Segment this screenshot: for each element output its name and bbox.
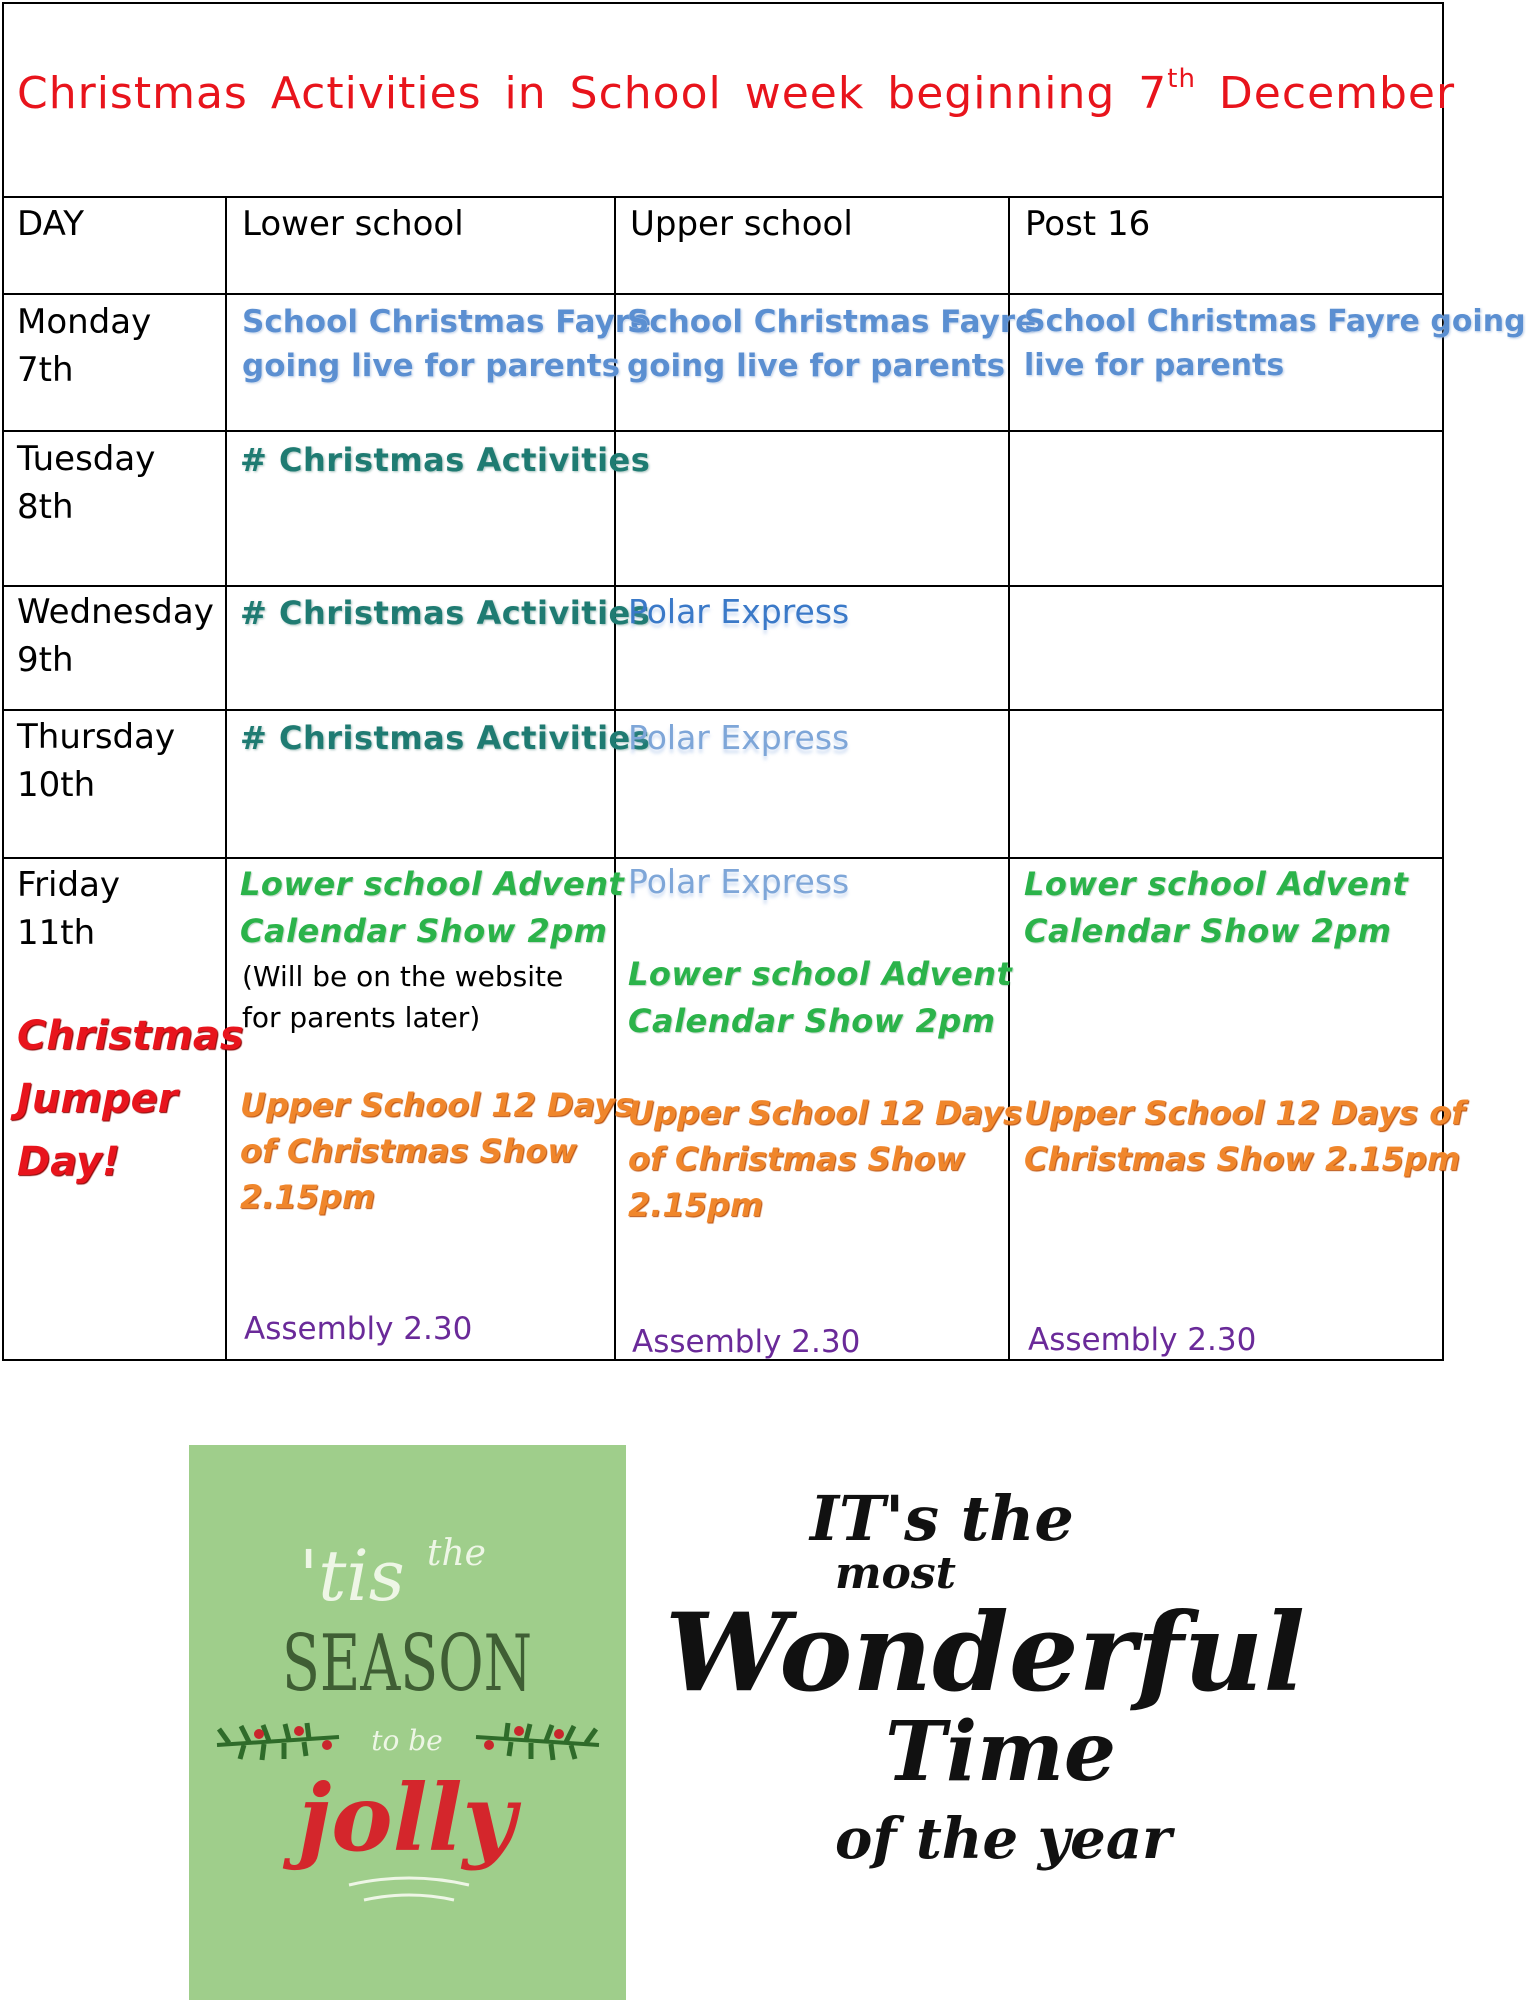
grid-line-header-top xyxy=(2,196,1444,198)
lettering-most: most xyxy=(835,1548,956,1599)
christmas-jumper-day: Christmas Jumper Day! xyxy=(17,1013,244,1185)
monday-lower-fayre: School Christmas Fayre going live for parents xyxy=(242,304,652,384)
day-monday: Monday 7th xyxy=(17,302,152,390)
lettering-time: Time xyxy=(885,1704,1117,1800)
grid-line-header-bottom xyxy=(2,293,1444,295)
flourish-icon xyxy=(349,1878,469,1900)
grid-line-wednesday xyxy=(2,709,1444,711)
card-text-season: SEASON xyxy=(282,1619,532,1709)
header-post-16: Post 16 xyxy=(1025,204,1151,244)
header-lower-school: Lower school xyxy=(242,204,464,244)
lettering-wonderful: Wonderful xyxy=(665,1590,1305,1716)
wednesday-upper-polar-express: Polar Express xyxy=(628,592,850,631)
friday-lower-website-note: (Will be on the website for parents later) xyxy=(242,960,564,1034)
friday-lower-advent-show: Lower school Advent Calendar Show 2pm xyxy=(240,865,625,950)
season-card-art xyxy=(189,1445,626,2000)
tis-the-season-card xyxy=(189,1445,626,2000)
holly-branch-left-icon xyxy=(217,1723,339,1760)
header-upper-school: Upper school xyxy=(630,204,853,244)
holly-branch-right-icon xyxy=(476,1723,599,1760)
card-text-the: the xyxy=(427,1533,486,1574)
friday-post16-12-days-show: Upper School 12 Days of Christmas Show 2.15pm xyxy=(1024,1094,1466,1178)
page-title: Christmas Activities in School week beginning 7th December xyxy=(17,64,1456,119)
monday-post16-fayre: School Christmas Fayre going live for parents xyxy=(1024,304,1526,383)
wonderful-time-lettering xyxy=(660,1470,1320,1890)
card-text-jolly: jolly xyxy=(297,1764,517,1872)
card-text-to-be: to be xyxy=(371,1724,443,1757)
monday-upper-fayre: School Christmas Fayre going live for parents xyxy=(627,304,1037,384)
header-day: DAY xyxy=(17,204,84,244)
wednesday-lower-activities: # Christmas Activities xyxy=(240,594,651,632)
friday-upper-advent-show: Lower school Advent Calendar Show 2pm xyxy=(628,955,1013,1040)
friday-upper-12-days-show: Upper School 12 Days of Christmas Show 2.15pm xyxy=(628,1094,1023,1224)
tuesday-lower-activities: # Christmas Activities xyxy=(240,441,651,479)
friday-post16-assembly: Assembly 2.30 xyxy=(1028,1322,1257,1358)
thursday-lower-activities: # Christmas Activities xyxy=(240,719,651,757)
day-friday: Friday 11th xyxy=(17,865,121,953)
friday-upper-assembly: Assembly 2.30 xyxy=(632,1324,861,1360)
friday-lower-assembly: Assembly 2.30 xyxy=(244,1311,473,1347)
friday-upper-polar-express: Polar Express xyxy=(628,862,850,901)
friday-lower-12-days-show: Upper School 12 Days of Christmas Show 2.15pm xyxy=(240,1086,635,1216)
lettering-of-the-year: of the year xyxy=(835,1806,1172,1872)
day-wednesday: Wednesday 9th xyxy=(17,592,214,680)
lettering-its-the: IT's the xyxy=(810,1482,1074,1555)
grid-line-tuesday xyxy=(2,585,1444,587)
card-text-tis: 'tis xyxy=(299,1535,405,1617)
day-tuesday: Tuesday 8th xyxy=(17,439,156,527)
thursday-upper-polar-express: Polar Express xyxy=(628,718,850,757)
day-thursday: Thursday 10th xyxy=(17,717,176,805)
grid-line-monday xyxy=(2,430,1444,432)
wonderful-time-art xyxy=(660,1470,1320,1890)
friday-post16-advent-show: Lower school Advent Calendar Show 2pm xyxy=(1024,865,1409,950)
